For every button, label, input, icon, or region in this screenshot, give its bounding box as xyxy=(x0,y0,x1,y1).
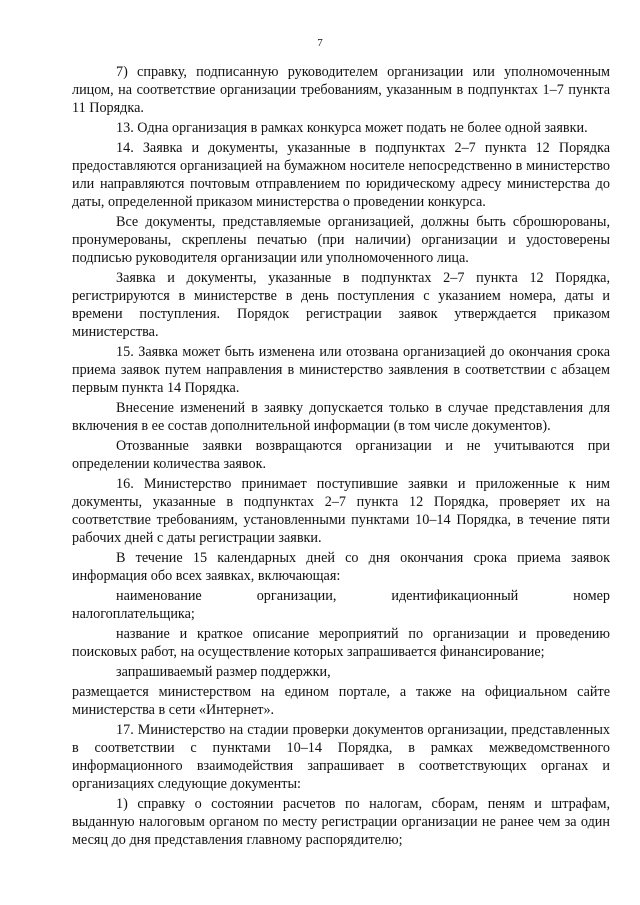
paragraph-14-registration: Заявка и документы, указанные в подпунктах 2–7 пункта 12 Порядка, регистрируются в министерстве в день поступления с указанием номера, даты и времени поступления. Порядок регистрации заявок утверждается приказом министерства. xyxy=(72,270,610,340)
paragraph-17: 17. Министерство на стадии проверки документов организации, представленных в соответствии с пунктами 10–14 Порядка, в рамках межведомственного информационного взаимодействия запрашивает в соответствующих органах и организациях следующие документы: xyxy=(72,722,610,792)
paragraph-13: 13. Одна организация в рамках конкурса может подать не более одной заявки. xyxy=(116,120,588,136)
paragraph-7-item: 7) справку, подписанную руководителем организации или уполномоченным лицом, на соответствие организации требованиям, указанным в подпунктах 1–7 пункта 11 Порядка. xyxy=(72,64,610,116)
paragraph-publication: размещается министерством на едином портале, а также на официальном сайте министерства в сети «Интернет». xyxy=(72,684,610,718)
paragraph-15: 15. Заявка может быть изменена или отозвана организацией до окончания срока приема заявок путем направления в министерство заявления в соответствии с абзацем первым пункта 14 Порядка. xyxy=(72,344,610,396)
document-body xyxy=(72,63,610,851)
list-item-support-amount: запрашиваемый размер поддержки, xyxy=(116,664,331,680)
paragraph-14: 14. Заявка и документы, указанные в подпунктах 2–7 пункта 12 Порядка предоставляются организацией на бумажном носителе непосредственно в министерство или направляются почтовым отправлением по юридическому адресу министерства до даты, определенной приказом министерства о проведении конкурса. xyxy=(72,140,610,210)
list-item-tail: налогоплательщика; xyxy=(72,606,195,622)
list-item-word: идентификационный xyxy=(391,588,519,604)
paragraph-17-item-1: 1) справку о состоянии расчетов по налогам, сборам, пеням и штрафам, выданную налоговым органом по месту регистрации организации не ранее чем за один месяц до дня представления главному распорядителю; xyxy=(72,796,610,848)
list-item-activities: название и краткое описание мероприятий по организации и проведению поисковых работ, на осуществление которых запрашивается финансирование; xyxy=(72,626,610,660)
paragraph-16-info: В течение 15 календарных дней со дня окончания срока приема заявок информация обо всех заявках, включающая: xyxy=(72,550,610,584)
list-item-organization-name xyxy=(72,587,610,605)
list-item-word: организации, xyxy=(256,588,337,604)
paragraph-15-withdrawn: Отозванные заявки возвращаются организации и не учитываются при определении количества заявок. xyxy=(72,438,610,472)
paragraph-16: 16. Министерство принимает поступившие заявки и приложенные к ним документы, указанные в подпунктах 2–7 пункта 12 Порядка, проверяет их на соответствие требованиям, установленными пунктами 10–14 Порядка, в течение пяти рабочих дней с даты регистрации заявки. xyxy=(72,476,610,546)
list-item-word: наименование xyxy=(116,588,202,604)
list-item-word: номер xyxy=(573,588,610,604)
paragraph-15-changes: Внесение изменений в заявку допускается только в случае представления для включения в ее состав дополнительной информации (в том числе документов). xyxy=(72,400,610,434)
paragraph-14-documents: Все документы, представляемые организацией, должны быть сброшюрованы, пронумерованы, скреплены печатью (при наличии) организации и удостоверены подписью руководителя организации или уполномоченного лица. xyxy=(72,214,610,266)
page-number: 7 xyxy=(317,37,323,49)
